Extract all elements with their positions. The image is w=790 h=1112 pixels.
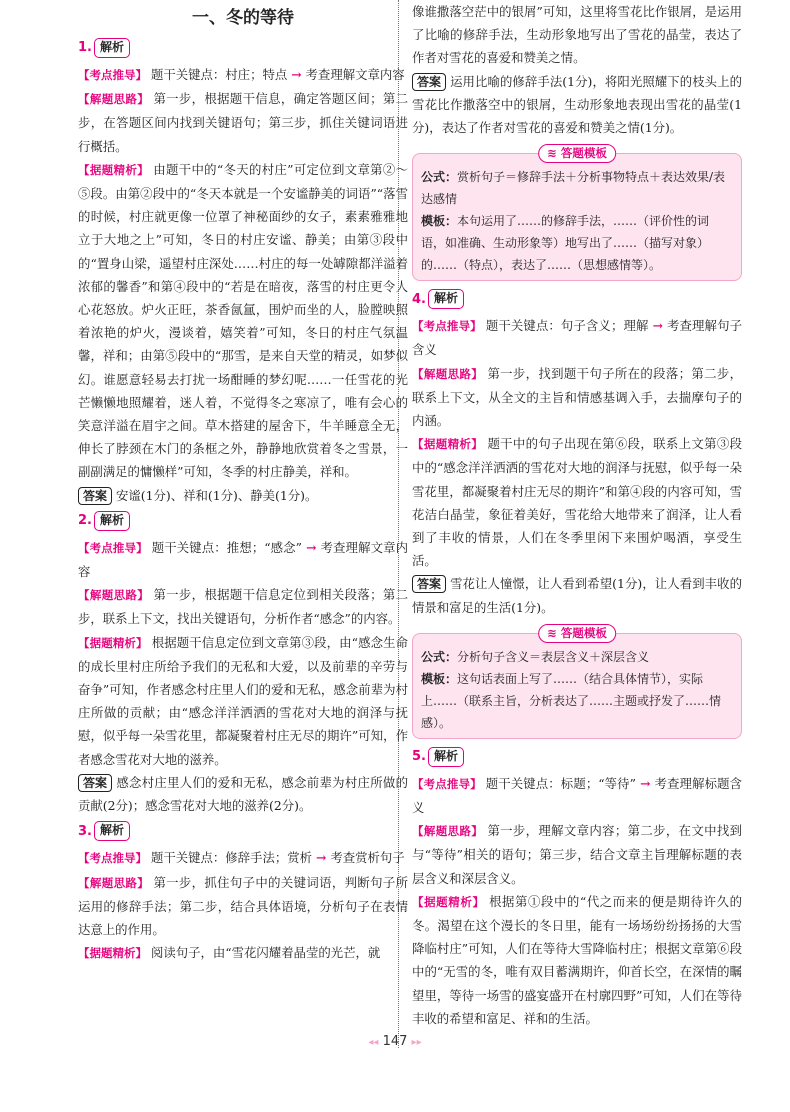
jingxi-paragraph	[78, 941, 408, 965]
silu-tag: 【解题思路】	[412, 366, 484, 381]
answer-badge: 答案	[412, 73, 446, 91]
kaodian-tag: 【考点推导】	[412, 776, 482, 791]
template-model: 模板：这句话表面上写了……（结合具体情节），实际上……（联系主旨，分析表达了……主题或抒发了……情感）。	[421, 671, 722, 730]
kaodian-pre: 题干关键点：修辞手法；赏析	[150, 850, 313, 866]
template-formula: 公式：分析句子含义＝表层含义＋深层含义	[421, 649, 650, 664]
template-model: 模板：本句运用了……的修辞手法，……（评价性的词语，如准确、生动形象等）地写出了……（描写对象）的……（特点），表达了……（思想感情等）。	[421, 214, 710, 273]
kaodian-pre: 题干关键点：句子含义；理解	[485, 318, 649, 334]
silu-paragraph	[78, 871, 408, 942]
silu-paragraph	[412, 362, 742, 433]
kaodian-post: 考查理解文章内容	[305, 67, 405, 82]
left-column	[78, 0, 408, 965]
answer-text: 运用比喻的修辞手法(1分)，将阳光照耀下的枝头上的雪花比作撒落空中的银屑，生动形象地表现出雪花的晶莹(1分)，表达了作者对雪花的喜爱和赞美之情(1分)。	[412, 73, 742, 136]
kaodian-post: 考查赏析句子	[330, 850, 405, 866]
template-formula: 公式：赏析句子＝修辞手法＋分析事物特点＋表达效果/表达感情	[421, 170, 726, 207]
arrow-icon: →	[652, 318, 663, 334]
answer-badge: 答案	[78, 774, 112, 792]
silu-text: 第一步，根据题干信息定位到相关段落；第二步，联系上下文，找出关键语句，分析作者“感念”的内容。	[78, 587, 408, 627]
answer-text: 安谧(1分)、祥和(1分)、静美(1分)。	[116, 487, 318, 503]
right-arrows-icon: ▸▸	[411, 1037, 422, 1048]
kaodian-pre: 题干关键点：村庄；特点	[150, 67, 288, 82]
arrow-icon: →	[640, 775, 651, 791]
question-2-header	[78, 509, 408, 533]
answer-paragraph	[412, 572, 742, 618]
jingxi-paragraph	[78, 631, 408, 771]
jingxi-tag: 【据题精析】	[78, 946, 147, 961]
template-label: ≋ 答题模板	[538, 144, 616, 163]
silu-text: 第一步，抓住句子中的关键词语，判断句子所运用的修辞手法；第二步，结合具体语境，分析句子在表情达意上的作用。	[78, 874, 408, 937]
jingxi-text: 由题干中的“冬天的村庄”可定位到文章第②～⑤段。由第②段中的“冬天本就是一个安谧静美的词语”“落雪的时候，村庄就更像一位罩了神秘面纱的女子，素素雅雅地立于大地之上”可知，冬日的村庄安谧、静美；由第③段中的“置身山梁，遥望村庄深处……村庄的每一处罅隙都洋溢着浓郁的馨香”和第④段中的“若是在暗夜，落雪的村庄更令人心花怒放。炉火正旺，茶香氤氲，围炉而坐的人，脸膛映照着浓艳的炉火，漫谈着，嬉笑着”可知，冬日的村庄气氛温馨，祥和；由第⑤段中的“那雪，是来自天堂的精灵，如梦似幻。谁愿意轻易去打扰一场酣睡的梦幻呢……一任雪花的光芒懒懒地照耀着，迷人着，不觉得冬之寒凉了，唯有会心的笑意洋溢在眉宇之间。草木搭建的屋舍下，牛羊睡意全无，伸长了脖颈在木门的条框之外，静静地欣赏着冬之雪景，一副副满足的慵懒样”可知，冬季的村庄静美，祥和。	[78, 161, 409, 480]
kaodian-pre: 题干关键点：标题；“等待”	[485, 775, 637, 791]
silu-tag: 【解题思路】	[78, 92, 150, 107]
right-column	[412, 0, 742, 1030]
question-5-header	[412, 745, 742, 769]
kaodian-tag: 【考点推导】	[78, 851, 147, 866]
silu-paragraph	[412, 819, 742, 890]
question-number: 5.	[412, 749, 426, 765]
kaodian-tag: 【考点推导】	[78, 68, 147, 82]
kaodian-post: 考查理解句子含义	[412, 318, 742, 358]
kaodian-paragraph	[78, 63, 408, 87]
question-number: 1.	[78, 40, 92, 56]
question-number: 3.	[78, 823, 92, 839]
silu-tag: 【解题思路】	[78, 875, 150, 890]
kaodian-paragraph	[412, 772, 742, 819]
jingxi-text: 题干中的句子出现在第⑥段，联系上文第③段中的“感念洋洋洒洒的雪花对大地的润泽与抚慰，似乎每一朵雪花里，都凝聚着村庄无尽的期许”和第④段的内容可知，雪花洁白晶莹，象征着美好，雪花给大地带来了润泽，让人看到了丰收的情景，人们在冬季里闲下来围炉喝酒，享受生活。	[412, 436, 742, 569]
layers-icon: ≋	[547, 146, 561, 161]
answer-template-box	[412, 146, 742, 281]
kaodian-tag: 【考点推导】	[78, 540, 148, 555]
silu-tag: 【解题思路】	[412, 824, 484, 839]
answer-paragraph	[78, 771, 408, 817]
jingxi-paragraph	[412, 432, 742, 572]
question-number: 4.	[412, 291, 426, 307]
kaodian-pre: 题干关键点：推想；“感念”	[151, 539, 303, 555]
kaodian-tag: 【考点推导】	[412, 319, 482, 334]
jingxi-paragraph	[78, 158, 408, 484]
kaodian-post: 考查理解标题含义	[412, 775, 742, 816]
jingxi-tag: 【据题精析】	[412, 894, 485, 909]
answer-paragraph	[412, 70, 742, 140]
template-label: ≋ 答题模板	[538, 624, 616, 643]
jingxi-text: 根据第①段中的“代之而来的便是期待许久的冬。渴望在这个漫长的冬日里，能有一场场纷纷扬扬的大雪降临村庄”可知，人们在等待大雪降临村庄；根据文章第⑥段中的“无雪的冬，唯有双目蓄满期许，仰首长空，在深情的瞩望里，等待一场雪的盛宴盛开在村廓四野”可知，人们在等待丰收的希望和富足、祥和的生活。	[412, 893, 742, 1026]
arrow-icon: →	[306, 539, 317, 555]
page-number-footer	[0, 1034, 790, 1049]
arrow-icon: →	[291, 67, 302, 82]
silu-paragraph	[78, 87, 408, 158]
jingxi-tag: 【据题精析】	[412, 437, 484, 452]
kaodian-paragraph	[412, 314, 742, 361]
question-number: 2.	[78, 513, 92, 529]
kaodian-paragraph	[78, 536, 408, 583]
arrow-icon: →	[315, 850, 327, 866]
analysis-badge: 解析	[94, 511, 130, 531]
analysis-badge: 解析	[94, 38, 130, 58]
question-1-header	[78, 36, 408, 60]
analysis-badge: 解析	[94, 821, 130, 841]
jingxi-paragraph	[412, 890, 742, 1030]
silu-text: 第一步，根据题干信息，确定答题区间；第二步，在答题区间内找到关键语句；第三步，抓住关键词语进行概括。	[78, 91, 408, 154]
answer-paragraph	[78, 484, 408, 507]
question-4-header	[412, 287, 742, 311]
section-title: 一、冬的等待	[192, 8, 294, 28]
answer-text: 感念村庄里人们的爱和无私，感念前辈为村庄所做的贡献(2分)；感念雪花对大地的滋养(2分)。	[78, 774, 408, 814]
silu-text: 第一步，理解文章内容；第二步，在文中找到与“等待”相关的语句；第三步，结合文章主旨理解标题的表层含义和深层含义。	[412, 823, 742, 886]
answer-badge: 答案	[412, 575, 446, 593]
q3-continuation: 像谁撒落空茫中的银屑”可知，这里将雪花比作银屑，是运用了比喻的修辞手法，生动形象地写出了雪花的晶莹，表达了作者对雪花的喜爱和赞美之情。	[412, 4, 742, 66]
silu-text: 第一步，找到题干句子所在的段落；第二步，联系上下文，从全文的主旨和情感基调入手，去揣摩句子的内涵。	[412, 365, 742, 429]
layers-icon: ≋	[547, 625, 561, 640]
answer-text: 雪花让人憧憬，让人看到希望(1分)，让人看到丰收的情景和富足的生活(1分)。	[412, 576, 742, 615]
analysis-badge: 解析	[428, 747, 464, 767]
left-arrows-icon: ◂◂	[368, 1037, 379, 1048]
page-number: 147	[382, 1034, 408, 1049]
kaodian-paragraph	[78, 846, 408, 870]
kaodian-post: 考查理解文章内容	[78, 539, 408, 580]
silu-tag: 【解题思路】	[78, 588, 150, 603]
silu-paragraph	[78, 583, 408, 630]
answer-badge: 答案	[78, 487, 112, 505]
jingxi-text: 阅读句子，由“雪花闪耀着晶莹的光芒，就	[150, 945, 381, 961]
jingxi-tag: 【据题精析】	[78, 635, 148, 650]
jingxi-tag: 【据题精析】	[78, 162, 149, 177]
question-3-header	[78, 819, 408, 843]
jingxi-text: 根据题干信息定位到文章第③段，由“感念生命的成长里村庄所给予我们的无私和大爱，以及前辈的辛劳与奋争”可知，作者感念村庄里人们的爱和无私，感念前辈为村庄所做的贡献；由“感念洋洋洒洒的雪花对大地的润泽与抚慰，似乎每一朵雪花里，都凝聚着村庄无尽的期许”可知，作者感念雪花对大地的滋养。	[78, 634, 408, 767]
analysis-badge: 解析	[428, 289, 464, 309]
answer-template-box	[412, 625, 742, 739]
